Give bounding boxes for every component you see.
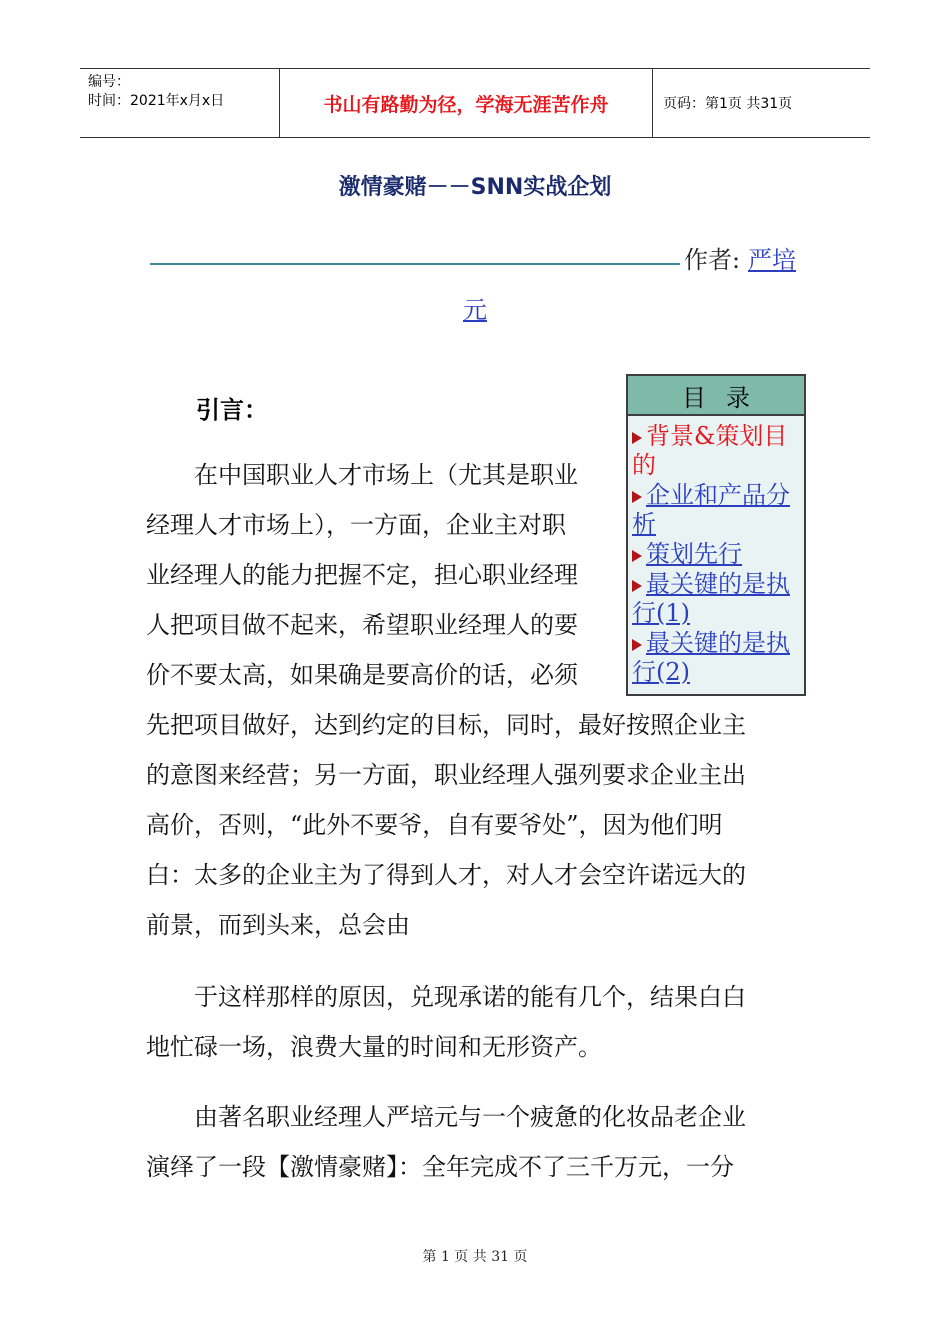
author-rule [150, 263, 680, 265]
paragraph-2 [146, 972, 746, 1072]
arrow-right-icon [632, 639, 642, 651]
header-meta [80, 69, 280, 137]
table-of-contents [626, 374, 806, 696]
text-line: 白：太多的企业主为了得到人才，对人才会空许诺远大的 [146, 861, 746, 889]
text-line: 由著名职业经理人严培元与一个疲惫的化妆品老企业 [146, 1103, 746, 1131]
author-name-link-continued[interactable]: 元 [463, 296, 487, 324]
text-line: 先把项目做好，达到约定的目标，同时，最好按照企业主 [146, 711, 746, 739]
toc-item-label: 背景&策划目 [646, 422, 788, 450]
text-line: 前景，而到头来，总会由 [146, 911, 410, 939]
text-line: 演绎了一段【激情豪赌】：全年完成不了三千万元，一分 [146, 1153, 734, 1181]
arrow-right-icon [632, 432, 642, 444]
text-line: 经理人才市场上），一方面，企业主对职 [146, 511, 566, 539]
page-footer: 第 1 页 共 31 页 [422, 1249, 528, 1265]
text-line: 业经理人的能力把握不定，担心职业经理 [146, 561, 578, 589]
header-time-label: 时间：2021年x月x日 [88, 93, 225, 109]
toc-item-link-cont[interactable]: 行(2) [632, 658, 690, 686]
text-line: 地忙碌一场，浪费大量的时间和无形资产。 [146, 1033, 602, 1061]
toc-item-link-cont[interactable]: 行(1) [632, 599, 690, 627]
intro-heading: 引言： [196, 395, 268, 424]
header-page-info: 页码：第1页 共31页 [663, 96, 793, 112]
toc-heading: 目录 [628, 376, 804, 416]
toc-list [628, 416, 804, 687]
text-line: 于这样那样的原因，兑现承诺的能有几个，结果白白 [146, 983, 746, 1011]
text-line: 的意图来经营；另一方面，职业经理人强列要求企业主出 [146, 761, 746, 789]
text-line: 人把项目做不起来，希望职业经理人的要 [146, 611, 578, 639]
arrow-right-icon [632, 580, 642, 592]
toc-item-link-cont[interactable]: 析 [632, 510, 656, 538]
document-title: 激情豪赌－－SNN实战企划 [338, 175, 612, 200]
toc-item-link[interactable]: 最关键的是执 [646, 629, 790, 657]
toc-item-planning[interactable] [632, 540, 800, 569]
paragraph-3 [146, 1092, 746, 1192]
toc-item-execution-1[interactable] [632, 570, 800, 628]
toc-item-background[interactable] [632, 422, 800, 480]
author-name-link[interactable]: 严培 [748, 246, 796, 274]
toc-item-label-cont: 的 [632, 451, 656, 479]
arrow-right-icon [632, 550, 642, 562]
text-line: 价不要太高，如果确是要高价的话，必须 [146, 661, 578, 689]
toc-item-link[interactable]: 最关键的是执 [646, 570, 790, 598]
header-number-label: 编号： [88, 74, 130, 90]
document-header [80, 68, 870, 138]
toc-item-analysis[interactable] [632, 481, 800, 539]
text-line: 高价，否则，“此外不要爷，自有要爷处”，因为他们明 [146, 811, 723, 839]
toc-item-link[interactable]: 策划先行 [646, 540, 742, 568]
toc-item-execution-2[interactable] [632, 629, 800, 687]
author-label: 作者: [684, 246, 741, 274]
text-line: 在中国职业人才市场上（尤其是职业 [146, 461, 578, 489]
arrow-right-icon [632, 491, 642, 503]
toc-item-link[interactable]: 企业和产品分 [646, 481, 790, 509]
header-motto: 书山有路勤为径，学海无涯苦作舟 [280, 69, 653, 137]
